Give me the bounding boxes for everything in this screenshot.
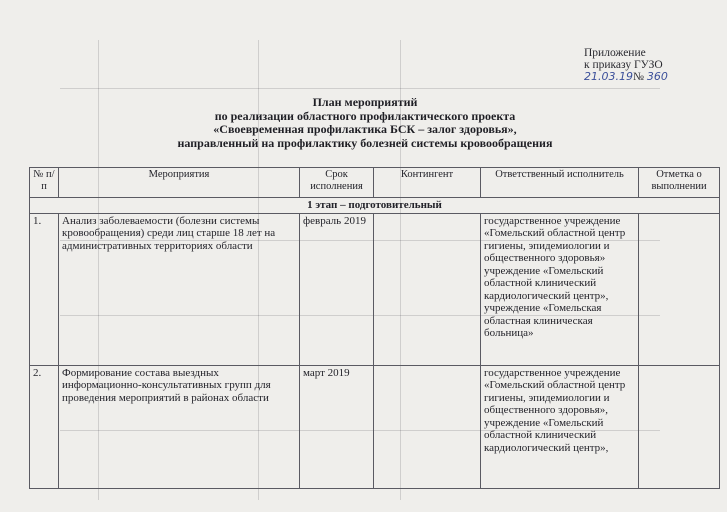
plan-table bbox=[29, 167, 720, 489]
document-title bbox=[100, 96, 630, 150]
row-num: 1. bbox=[30, 213, 59, 365]
title-line1: План мероприятий bbox=[312, 95, 418, 109]
table-header-row bbox=[30, 168, 720, 198]
stage-row bbox=[30, 198, 720, 214]
row-responsible: государственное учреждение «Гомельский областной центр гигиены, эпидемиологии и общественного здоровья» учреждение «Гомельский областной клинический кардиологический центр», учреждение «Гомельская областная клиническая больница» bbox=[481, 213, 639, 365]
header-mark: Отметка о выполнении bbox=[639, 168, 720, 198]
header-contingent: Контингент bbox=[374, 168, 481, 198]
stage-title: 1 этап – подготовительный bbox=[30, 198, 720, 214]
header-activity: Мероприятия bbox=[59, 168, 300, 198]
row-mark bbox=[639, 365, 720, 488]
row-contingent bbox=[374, 213, 481, 365]
appendix-signature-line bbox=[584, 71, 668, 83]
title-line3: «Своевременная профилактика БСК – залог здоровья», bbox=[213, 122, 517, 136]
row-activity: Формирование состава выездных информационно-консультативных групп для проведения мероприятий в районах области bbox=[59, 365, 300, 488]
table-row bbox=[30, 213, 720, 365]
row-activity: Анализ заболеваемости (болезни системы кровообращения) среди лиц старше 18 лет на административных территориях области bbox=[59, 213, 300, 365]
appendix-line2: к приказу ГУЗО bbox=[584, 59, 663, 71]
table-row bbox=[30, 365, 720, 488]
bleed-through-line bbox=[60, 88, 660, 89]
row-num: 2. bbox=[30, 365, 59, 488]
handwritten-date: 21.03.19 bbox=[584, 70, 633, 83]
row-contingent bbox=[374, 365, 481, 488]
header-num: № п/п bbox=[30, 168, 59, 198]
title-line4: направленный на профилактику болезней системы кровообращения bbox=[177, 135, 553, 150]
title-line2: по реализации областного профилактического проекта bbox=[214, 108, 516, 123]
row-responsible: государственное учреждение «Гомельский областной центр гигиены, эпидемиологии и общественного здоровья», учреждение «Гомельский областной клинический кардиологический центр», bbox=[481, 365, 639, 488]
header-responsible: Ответственный исполнитель bbox=[481, 168, 639, 198]
row-deadline: март 2019 bbox=[300, 365, 374, 488]
header-deadline: Срок исполнения bbox=[300, 168, 374, 198]
row-deadline: февраль 2019 bbox=[300, 213, 374, 365]
appendix-line1: Приложение bbox=[584, 47, 646, 59]
appendix-note bbox=[584, 47, 668, 83]
handwritten-number: 360 bbox=[646, 70, 668, 83]
row-mark bbox=[639, 213, 720, 365]
number-sign: № bbox=[632, 71, 644, 83]
